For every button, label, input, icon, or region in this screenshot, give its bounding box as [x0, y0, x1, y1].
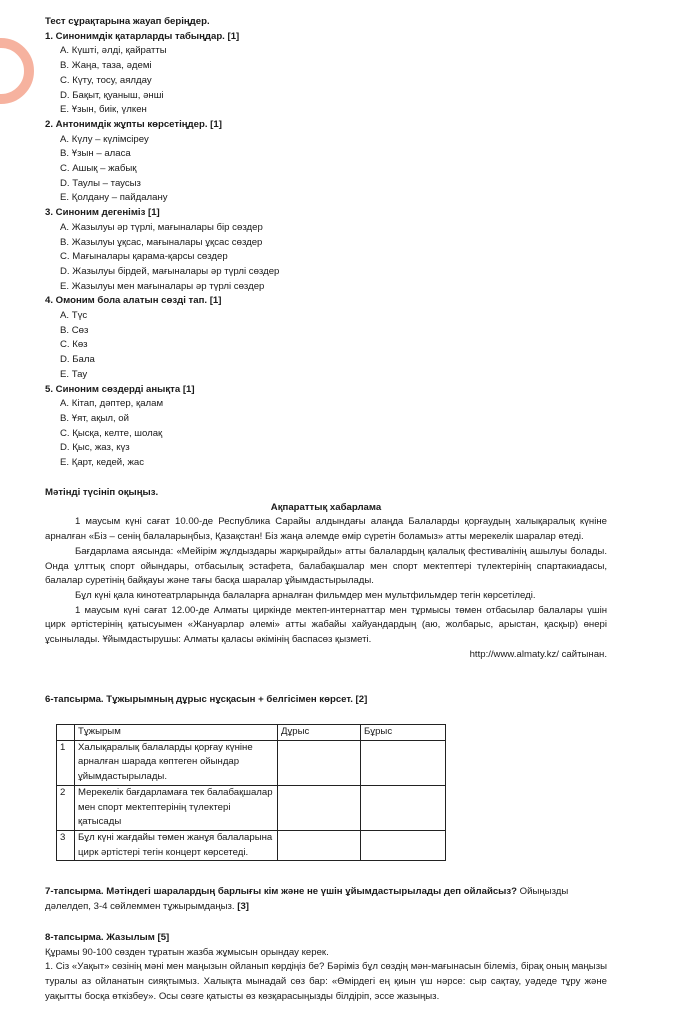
task8-title: 8-тапсырма. Жазылым [5]	[45, 932, 170, 943]
answer-option: C. Қысқа, келте, шолақ	[60, 427, 163, 439]
task6-table	[56, 724, 446, 861]
reading-title: Ақпараттық хабарлама	[270, 501, 382, 513]
task7-instruction: Ойыңызды дәлелдеп, 3-4 сөйлеммен тұжырымдаңыз.	[45, 886, 569, 912]
true-cell[interactable]	[278, 785, 361, 830]
answer-option: E. Қарт, кедей, жас	[60, 457, 145, 469]
row-num: 3	[57, 830, 75, 860]
answer-option: A. Кітап, дәптер, қалам	[60, 398, 164, 410]
answer-option: E. Жазылуы мен мағыналары әр түрлі сөздер	[60, 280, 265, 292]
task8-prompt: 1. Сіз «Уақыт» сөзінің мәні мен маңызын ойланып көрдіңіз бе? Бәріміз бұл сөздің мән-мағынасын білеміз, бірақ оның маңызы туралы аз ойланатын сияқтымыз. Халықта мынадай сөз бар: «Өмірдегі ең қиын үш нәрсе: сыр сақтау, уәдеде тұру және уақытты босқа өткізбеу». Осы сөзге қатысты өз көзқарасыңызды білдіріп, эссе жазыңыз.	[45, 961, 607, 1002]
question-title: 2. Антонимдік жұпты көрсетіңдер. [1]	[45, 118, 222, 130]
row-statement: Халықаралық балаларды қорғау күніне арналған шарада көптеген ойындар ұйымдастырылады.	[75, 740, 278, 785]
header-num	[57, 725, 75, 741]
source-link: http://www.almaty.kz/ сайтынан.	[469, 648, 607, 660]
question-title: 5. Синоним сөздерді анықта [1]	[45, 383, 195, 395]
answer-option: B. Жаңа, таза, әдемі	[60, 60, 152, 72]
task8-requirement: Құрамы 90-100 сөзден тұратын жазба жұмысын орындау керек.	[45, 946, 329, 958]
answer-option: B. Ұят, ақыл, ой	[60, 412, 129, 424]
question-title: 1. Синонимдік қатарларды табыңдар. [1]	[45, 30, 240, 42]
row-num: 1	[57, 740, 75, 785]
row-num: 2	[57, 785, 75, 830]
answer-option: D. Таулы – таусыз	[60, 177, 141, 189]
question-2	[45, 118, 605, 206]
true-cell[interactable]	[278, 740, 361, 785]
question-title: 3. Синоним дегеніміз [1]	[45, 207, 160, 219]
answer-option: A. Жазылуы әр түрлі, мағыналары бір сөздер	[60, 221, 263, 233]
watermark-logo-icon	[0, 38, 34, 104]
test-section	[45, 15, 605, 471]
header-true: Дұрыс	[278, 725, 361, 741]
reading-paragraph: Бұл күні қала кинотеатрларында балаларға арналған фильмдер мен мультфильмдер тегін көрсетіледі.	[75, 589, 536, 601]
answer-option: B. Жазылуы ұқсас, мағыналары ұқсас сөздер	[60, 236, 263, 248]
answer-option: D. Жазылуы бірдей, мағыналары әр түрлі сөздер	[60, 265, 280, 277]
task8	[45, 931, 607, 1005]
reading-paragraph: 1 маусым күні сағат 10.00-де Республика Сарайы алдындағы алаңда Балаларды қорғаудың халықаралық күніне арналған «Біз – сенің балаларыңбыз, Қазақстан! Біз жаңа әлемде өмір сүретін боламыз» атты мерекелік шаралар өтеді.	[45, 516, 607, 543]
answer-option: A. Түс	[60, 310, 88, 322]
table-row	[57, 785, 446, 830]
header-false: Бұрыс	[361, 725, 446, 741]
header-statement: Тұжырым	[75, 725, 278, 741]
answer-option: D. Бала	[60, 354, 95, 366]
table-row	[57, 740, 446, 785]
question-1	[45, 30, 605, 118]
row-statement: Мерекелік бағдарламаға тек балабақшалар мен спорт мектептерінің түлектері қатысады	[75, 785, 278, 830]
answer-option: C. Ашық – жабық	[60, 163, 137, 175]
answer-option: C. Көз	[60, 339, 88, 351]
question-3	[45, 206, 605, 294]
answer-option: C. Күту, тосу, аялдау	[60, 74, 152, 86]
reading-paragraph: 1 маусым күні сағат 12.00-де Алматы циркінде мектеп-интернаттар мен тұрмысы төмен отбасылар балалары үшін цирк әртістерінің қатысуымен «Жануарлар әлемі» атты жабайы хайуандардың (аю, жолбарыс, арыстан, қасқыр) өнері ұсынылады. Ұйымдастырушы: Алматы қаласы әкімінің баспасөз қызметі.	[45, 604, 607, 646]
task7-title: 7-тапсырма. Мәтіндегі шаралардың барлығы кім және не үшін ұйымдастырылады деп ойлайсыз?	[45, 886, 517, 897]
task7-points: [3]	[237, 900, 249, 912]
reading-instruction: Мәтінді түсініп оқыңыз.	[45, 487, 159, 498]
task6-title: 6-тапсырма. Тұжырымның дұрыс нұсқасын + белгісімен көрсет. [2]	[45, 694, 368, 705]
task7	[45, 885, 607, 914]
table-header-row	[57, 725, 446, 741]
false-cell[interactable]	[361, 830, 446, 860]
table-row	[57, 830, 446, 860]
question-5	[45, 383, 605, 471]
false-cell[interactable]	[361, 740, 446, 785]
answer-option: E. Қолдану – пайдалану	[60, 192, 168, 204]
true-cell[interactable]	[278, 830, 361, 860]
question-title: 4. Омоним бола алатын сөзді тап. [1]	[45, 295, 222, 307]
test-instruction: Тест сұрақтарына жауап беріңдер.	[45, 16, 210, 27]
question-4	[45, 294, 605, 382]
answer-option: A. Күлу – күлімсіреу	[60, 133, 149, 145]
answer-option: D. Қыс, жаз, күз	[60, 442, 130, 454]
reading-paragraph: Бағдарлама аясында: «Мейірім жұлдыздары жарқырайды» атты балалардың қалалық фестивалінің ашылуы болады. Онда ұлттық спорт ойындары, отбасылық эстафета, балабақшалар мен спорт мектептері түлектерінің спартакиадасы, балалар суретінің байқауы және тағы басқа шаралар ұйымдастырылады.	[45, 545, 607, 587]
answer-option: D. Бақыт, қуаныш, әнші	[60, 89, 164, 101]
answer-option: A. Күшті, әлді, қайратты	[60, 45, 167, 57]
row-statement: Бұл күні жағдайы төмен жанұя балаларына цирк әртістері тегін концерт көрсетеді.	[75, 830, 278, 860]
reading-section	[45, 486, 607, 662]
answer-option: E. Ұзын, биік, үлкен	[60, 104, 147, 116]
false-cell[interactable]	[361, 785, 446, 830]
answer-option: C. Мағыналары қарама-қарсы сөздер	[60, 251, 228, 263]
answer-option: B. Сөз	[60, 324, 89, 336]
answer-option: E. Тау	[60, 368, 88, 380]
answer-option: B. Ұзын – аласа	[60, 148, 131, 160]
